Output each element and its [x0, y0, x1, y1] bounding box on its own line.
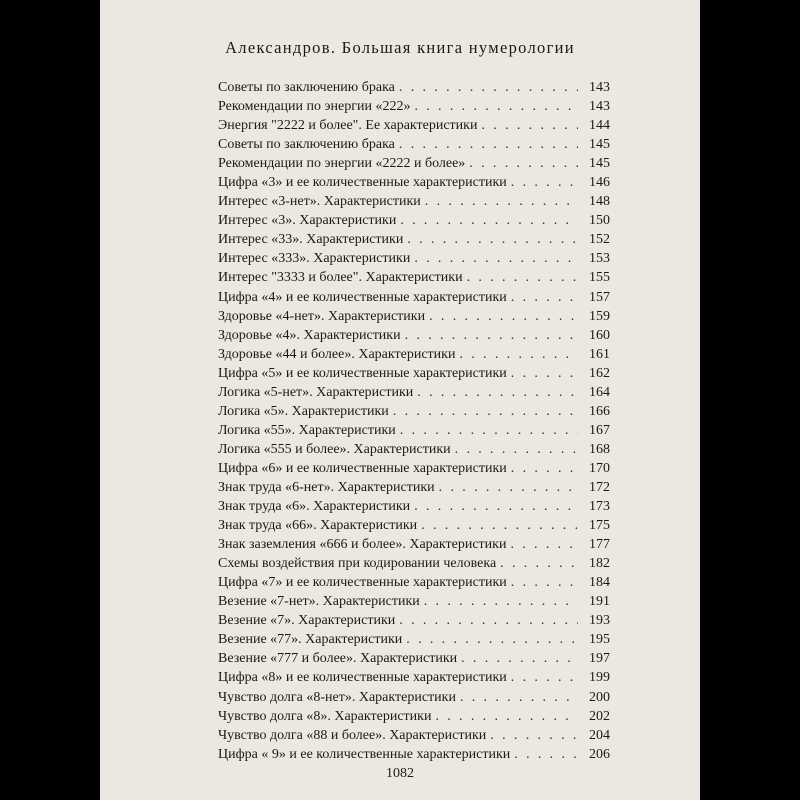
- toc-dot-leader: [500, 554, 578, 573]
- toc-entry: [218, 459, 610, 478]
- toc-entry-page-number: 206: [589, 746, 610, 762]
- toc-entry: [218, 745, 610, 764]
- toc-entry-page-number: 143: [589, 99, 610, 115]
- toc-entry-title: Цифра «6» и ее количественные характеристики: [218, 460, 507, 476]
- toc-entry-page-number: 184: [589, 575, 610, 591]
- toc-entry-title: Советы по заключению брака: [218, 137, 395, 153]
- toc-dot-leader: [435, 707, 578, 726]
- toc-entry-title: Цифра «5» и ее количественные характеристики: [218, 365, 507, 381]
- toc-dot-leader: [425, 192, 578, 211]
- toc-entry: [218, 554, 610, 573]
- toc-entry-title: Цифра «3» и ее количественные характеристики: [218, 175, 507, 191]
- toc-entry: [218, 173, 610, 192]
- toc-dot-leader: [460, 688, 578, 707]
- toc-entry: [218, 535, 610, 554]
- toc-entry-page-number: 166: [589, 403, 610, 419]
- toc-entry-page-number: 202: [589, 708, 610, 724]
- toc-entry-title: Интерес "3333 и более". Характеристики: [218, 270, 463, 286]
- toc-entry: [218, 326, 610, 345]
- toc-entry-title: Чувство долга «8-нет». Характеристики: [218, 689, 456, 705]
- toc-entry-page-number: 155: [589, 270, 610, 286]
- toc-entry: [218, 345, 610, 364]
- book-page: [100, 0, 700, 800]
- toc-entry-page-number: 162: [589, 365, 610, 381]
- toc-entry-page-number: 143: [589, 80, 610, 95]
- toc-entry: [218, 268, 610, 287]
- toc-dot-leader: [459, 345, 578, 364]
- toc-entry-title: Везение «7-нет». Характеристики: [218, 594, 420, 610]
- toc-dot-leader: [414, 497, 578, 516]
- toc-entry-title: Схемы воздействия при кодировании человека: [218, 556, 497, 572]
- toc-dot-leader: [481, 116, 578, 135]
- toc-entry-title: Рекомендации по энергии «2222 и более»: [218, 156, 466, 172]
- toc-dot-leader: [510, 535, 578, 554]
- toc-entry-page-number: 177: [589, 537, 610, 553]
- toc-entry-page-number: 167: [589, 422, 610, 438]
- toc-entry-title: Цифра «7» и ее количественные характеристики: [218, 575, 507, 591]
- toc-entry-title: Цифра «4» и ее количественные характеристики: [218, 289, 507, 305]
- toc-entry-title: Цифра «8» и ее количественные характеристики: [218, 670, 507, 686]
- toc-entry-page-number: 150: [589, 213, 610, 229]
- toc-entry-page-number: 168: [589, 441, 610, 457]
- toc-entry-page-number: 195: [589, 632, 610, 648]
- toc-entry-title: Энергия "2222 и более". Ее характеристики: [218, 118, 478, 134]
- toc-entry-title: Логика «555 и более». Характеристики: [218, 441, 451, 457]
- toc-entry-page-number: 204: [589, 727, 610, 743]
- toc-entry-title: Везение «7». Характеристики: [218, 613, 396, 629]
- table-of-contents: [218, 78, 610, 764]
- toc-entry: [218, 649, 610, 668]
- toc-entry-title: Чувство долга «88 и более». Характеристики: [218, 727, 487, 743]
- toc-entry: [218, 307, 610, 326]
- toc-entry: [218, 497, 610, 516]
- toc-dot-leader: [511, 288, 578, 307]
- toc-entry: [218, 288, 610, 307]
- toc-entry-page-number: 197: [589, 651, 610, 667]
- toc-entry: [218, 478, 610, 497]
- toc-entry: [218, 364, 610, 383]
- toc-entry-title: Цифра « 9» и ее количественные характеристики: [218, 746, 511, 762]
- toc-dot-leader: [461, 649, 578, 668]
- toc-entry: [218, 78, 610, 97]
- toc-entry-page-number: 160: [589, 327, 610, 343]
- toc-dot-leader: [439, 478, 578, 497]
- toc-entry: [218, 611, 610, 630]
- toc-dot-leader: [414, 97, 578, 116]
- toc-entry-page-number: 148: [589, 194, 610, 210]
- toc-dot-leader: [511, 364, 578, 383]
- toc-entry: [218, 421, 610, 440]
- toc-dot-leader: [514, 745, 578, 764]
- toc-dot-leader: [400, 211, 578, 230]
- toc-dot-leader: [399, 135, 578, 154]
- toc-entry-page-number: 172: [589, 479, 610, 495]
- toc-entry: [218, 211, 610, 230]
- toc-entry-title: Здоровье «4». Характеристики: [218, 327, 401, 343]
- toc-entry: [218, 516, 610, 535]
- toc-entry-page-number: 152: [589, 232, 610, 248]
- toc-entry-title: Знак труда «6-нет». Характеристики: [218, 479, 435, 495]
- toc-entry-page-number: 175: [589, 518, 610, 534]
- toc-entry-title: Здоровье «4-нет». Характеристики: [218, 308, 426, 324]
- toc-entry-title: Знак труда «66». Характеристики: [218, 518, 418, 534]
- toc-entry: [218, 440, 610, 459]
- toc-entry-title: Интерес «33». Характеристики: [218, 232, 404, 248]
- toc-entry-page-number: 170: [589, 460, 610, 476]
- toc-entry: [218, 192, 610, 211]
- toc-dot-leader: [455, 440, 578, 459]
- toc-entry-page-number: 144: [589, 118, 610, 134]
- toc-entry-page-number: 191: [589, 594, 610, 610]
- toc-entry: [218, 707, 610, 726]
- toc-dot-leader: [511, 668, 578, 687]
- toc-dot-leader: [421, 516, 578, 535]
- toc-entry-page-number: 200: [589, 689, 610, 705]
- toc-entry: [218, 573, 610, 592]
- toc-entry: [218, 630, 610, 649]
- toc-entry-title: Чувство долга «8». Характеристики: [218, 708, 432, 724]
- toc-entry-page-number: 145: [589, 156, 610, 172]
- toc-dot-leader: [511, 573, 578, 592]
- toc-dot-leader: [414, 249, 578, 268]
- toc-entry-title: Знак заземления «666 и более». Характеристики: [218, 537, 507, 553]
- toc-entry-title: Интерес «3». Характеристики: [218, 213, 397, 229]
- toc-entry-page-number: 199: [589, 670, 610, 686]
- toc-dot-leader: [467, 268, 578, 287]
- toc-entry: [218, 668, 610, 687]
- toc-dot-leader: [406, 630, 578, 649]
- toc-dot-leader: [511, 459, 578, 478]
- toc-dot-leader: [399, 78, 578, 97]
- toc-entry-page-number: 145: [589, 137, 610, 153]
- toc-entry-title: Везение «77». Характеристики: [218, 632, 403, 648]
- toc-entry: [218, 116, 610, 135]
- toc-entry-page-number: 161: [589, 346, 610, 362]
- toc-entry-title: Интерес «3-нет». Характеристики: [218, 194, 421, 210]
- toc-entry-title: Знак труда «6». Характеристики: [218, 499, 411, 515]
- toc-dot-leader: [417, 383, 578, 402]
- toc-entry-page-number: 153: [589, 251, 610, 267]
- running-head: Александров. Большая книга нумерологии: [225, 38, 575, 57]
- toc-entry-title: Логика «5». Характеристики: [218, 403, 389, 419]
- toc-entry-page-number: 157: [589, 289, 610, 305]
- toc-entry-title: Логика «5-нет». Характеристики: [218, 384, 414, 400]
- toc-entry: [218, 135, 610, 154]
- toc-entry-title: Интерес «333». Характеристики: [218, 251, 411, 267]
- toc-dot-leader: [407, 230, 578, 249]
- toc-entry-page-number: 193: [589, 613, 610, 629]
- toc-dot-leader: [469, 154, 578, 173]
- toc-entry: [218, 592, 610, 611]
- toc-dot-leader: [399, 611, 578, 630]
- toc-dot-leader: [393, 402, 578, 421]
- toc-entry: [218, 688, 610, 707]
- toc-entry: [218, 726, 610, 745]
- toc-dot-leader: [424, 592, 578, 611]
- toc-entry: [218, 230, 610, 249]
- toc-entry: [218, 402, 610, 421]
- toc-dot-leader: [511, 173, 578, 192]
- toc-entry-page-number: 164: [589, 384, 610, 400]
- toc-entry: [218, 249, 610, 268]
- toc-dot-leader: [429, 307, 578, 326]
- toc-entry-page-number: 159: [589, 308, 610, 324]
- toc-entry-title: Логика «55». Характеристики: [218, 422, 396, 438]
- toc-dot-leader: [490, 726, 578, 745]
- toc-entry-title: Везение «777 и более». Характеристики: [218, 651, 458, 667]
- toc-entry-page-number: 182: [589, 556, 610, 572]
- toc-dot-leader: [405, 326, 578, 345]
- toc-entry-page-number: 173: [589, 499, 610, 515]
- toc-entry: [218, 383, 610, 402]
- toc-entry-title: Рекомендации по энергии «222»: [218, 99, 411, 115]
- toc-entry-page-number: 146: [589, 175, 610, 191]
- toc-entry: [218, 97, 610, 116]
- toc-dot-leader: [400, 421, 578, 440]
- page-number: 1082: [386, 766, 414, 781]
- toc-entry-title: Здоровье «44 и более». Характеристики: [218, 346, 456, 362]
- toc-entry: [218, 154, 610, 173]
- toc-entry-title: Советы по заключению брака: [218, 80, 395, 95]
